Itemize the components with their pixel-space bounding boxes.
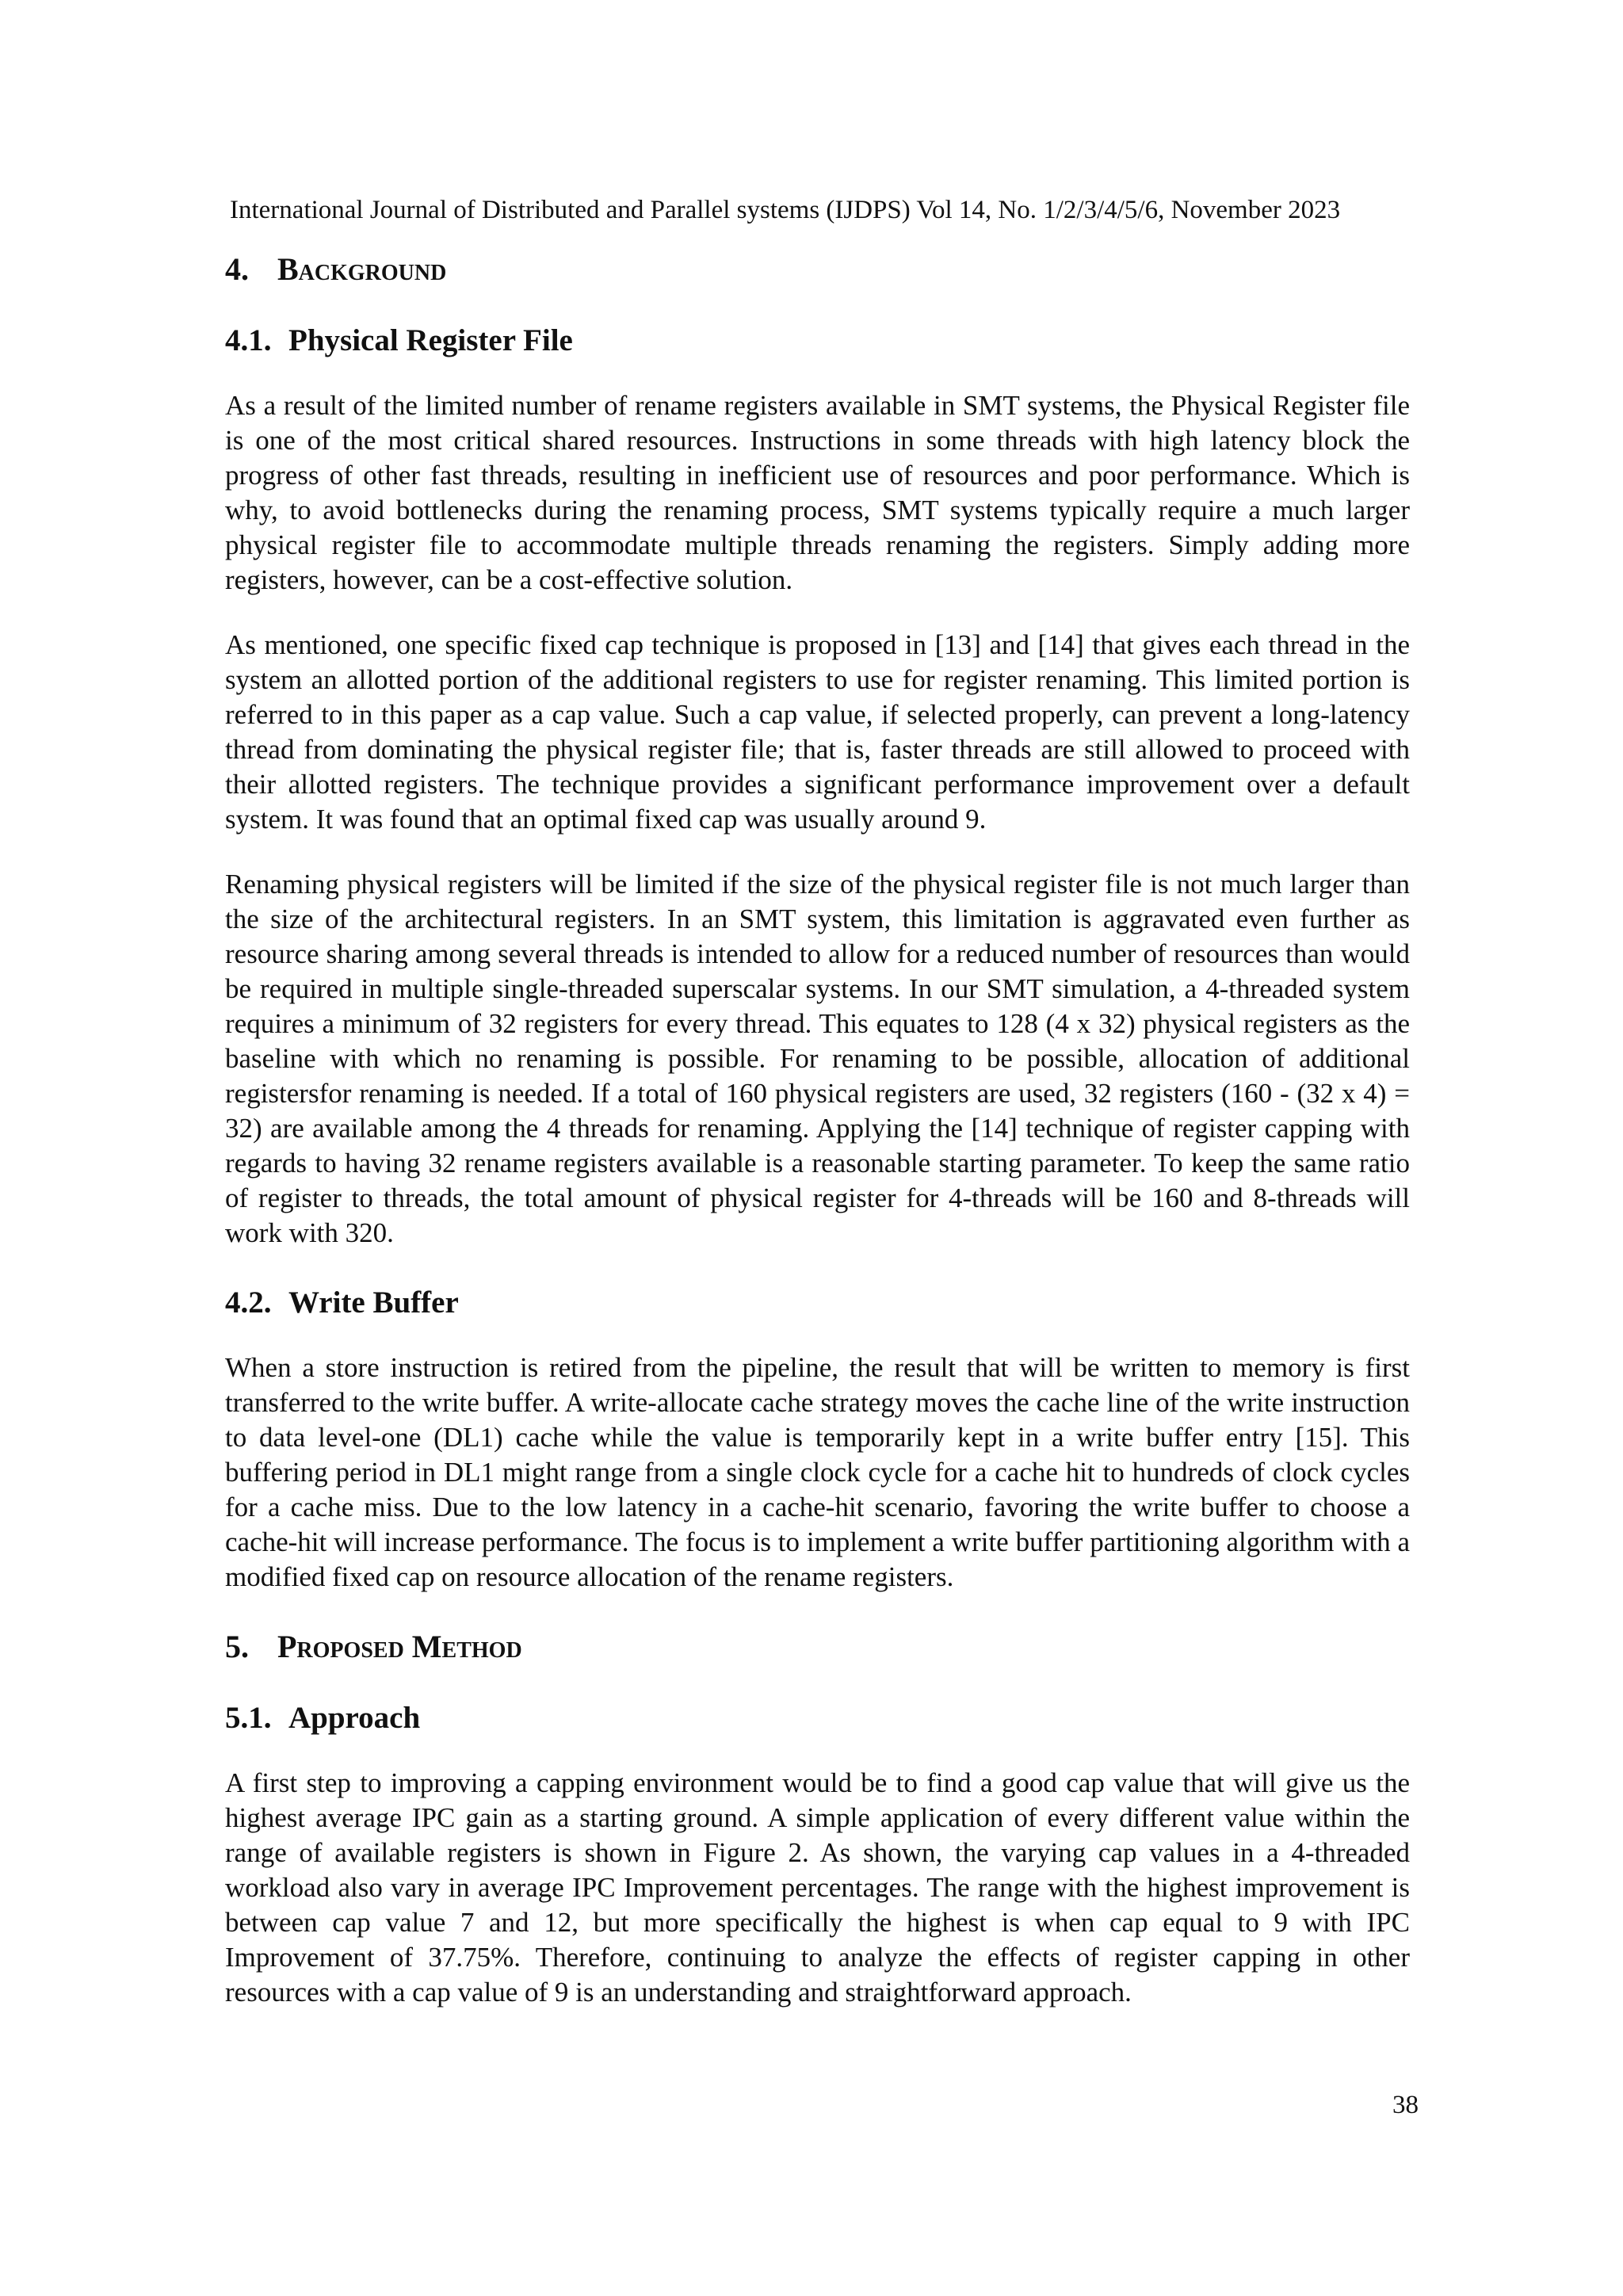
paragraph: As a result of the limited number of rename registers available in SMT systems, the Physical Register file is one of the most critical shared resources. Instructions in some threads with high latency block the progress of other fast threads, resulting in inefficient use of resources and poor performance. Which is why, to avoid bottlenecks during the renaming process, SMT systems typically require a much larger physical register file to accommodate multiple threads renaming the registers. Simply adding more registers, however, can be a cost-effective solution. bbox=[225, 390, 1410, 595]
subsection-title-physical-register-file bbox=[225, 319, 1410, 363]
running-header: International Journal of Distributed and Parallel systems (IJDPS) Vol 14, No. 1/2/3/4/5/6, November 2023 bbox=[230, 196, 1341, 224]
subsection-number: 5.1. bbox=[225, 1701, 272, 1735]
page-content bbox=[225, 247, 1410, 2040]
subsection-number: 4.2. bbox=[225, 1286, 272, 1320]
subsection-title-text: Approach bbox=[288, 1701, 421, 1735]
paragraph: Renaming physical registers will be limited if the size of the physical register file is not much larger than the size of the architectural registers. In an SMT system, this limitation is aggravated even further as resource sharing among several threads is intended to allow for a reduced number of resources than would be required in multiple single-threaded superscalar systems. In our SMT simulation, a 4-threaded system requires a minimum of 32 registers for every thread. This equates to 128 (4 x 32) physical registers as the baseline with which no renaming is possible. For renaming to be possible, allocation of additional registersfor renaming is needed. If a total of 160 physical registers are used, 32 registers (160 - (32 x 4) = 32) are available among the 4 threads for renaming. Applying the [14] technique of register capping with regards to having 32 rename registers available is a reasonable starting parameter. To keep the same ratio of register to threads, the total amount of physical register for 4-threads will be 160 and 8-threads will work with 320. bbox=[225, 869, 1410, 1248]
section-number: 5. bbox=[225, 1629, 249, 1664]
subsection-title-write-buffer bbox=[225, 1281, 1410, 1325]
subsection-title-text: Physical Register File bbox=[288, 323, 573, 357]
page-number: 38 bbox=[1392, 2091, 1419, 2119]
subsection-title-approach bbox=[225, 1696, 1410, 1740]
section-title-proposed-method bbox=[225, 1625, 1410, 1669]
subsection-number: 4.1. bbox=[225, 323, 272, 357]
section-title-text: Proposed Method bbox=[277, 1629, 522, 1664]
section-title-background bbox=[225, 247, 1410, 292]
section-number: 4. bbox=[225, 251, 249, 287]
paragraph: A first step to improving a capping environment would be to find a good cap value that will give us the highest average IPC gain as a starting ground. A simple application of every different value within the range of available registers is shown in Figure 2. As shown, the varying cap values in a 4-threaded workload also vary in average IPC Improvement percentages. The range with the highest improvement is between cap value 7 and 12, but more specifically the highest is when cap equal to 9 with IPC Improvement of 37.75%. Therefore, continuing to analyze the effects of register capping in other resources with a cap value of 9 is an understanding and straightforward approach. bbox=[225, 1767, 1410, 2008]
paragraph: When a store instruction is retired from the pipeline, the result that will be written to memory is first transferred to the write buffer. A write-allocate cache strategy moves the cache line of the write instruction to data level-one (DL1) cache while the value is temporarily kept in a write buffer entry [15]. This buffering period in DL1 might range from a single clock cycle for a cache hit to hundreds of clock cycles for a cache miss. Due to the low latency in a cache-hit scenario, favoring the write buffer to choose a cache-hit will increase performance. The focus is to implement a write buffer partitioning algorithm with a modified fixed cap on resource allocation of the rename registers. bbox=[225, 1352, 1410, 1592]
paragraph: As mentioned, one specific fixed cap technique is proposed in [13] and [14] that gives each thread in the system an allotted portion of the additional registers to use for register renaming. This limited portion is referred to in this paper as a cap value. Such a cap value, if selected properly, can prevent a long-latency thread from dominating the physical register file; that is, faster threads are still allowed to proceed with their allotted registers. The technique provides a significant performance improvement over a default system. It was found that an optimal fixed cap was usually around 9. bbox=[225, 629, 1410, 835]
subsection-title-text: Write Buffer bbox=[288, 1286, 459, 1320]
section-title-text: Background bbox=[277, 251, 447, 287]
